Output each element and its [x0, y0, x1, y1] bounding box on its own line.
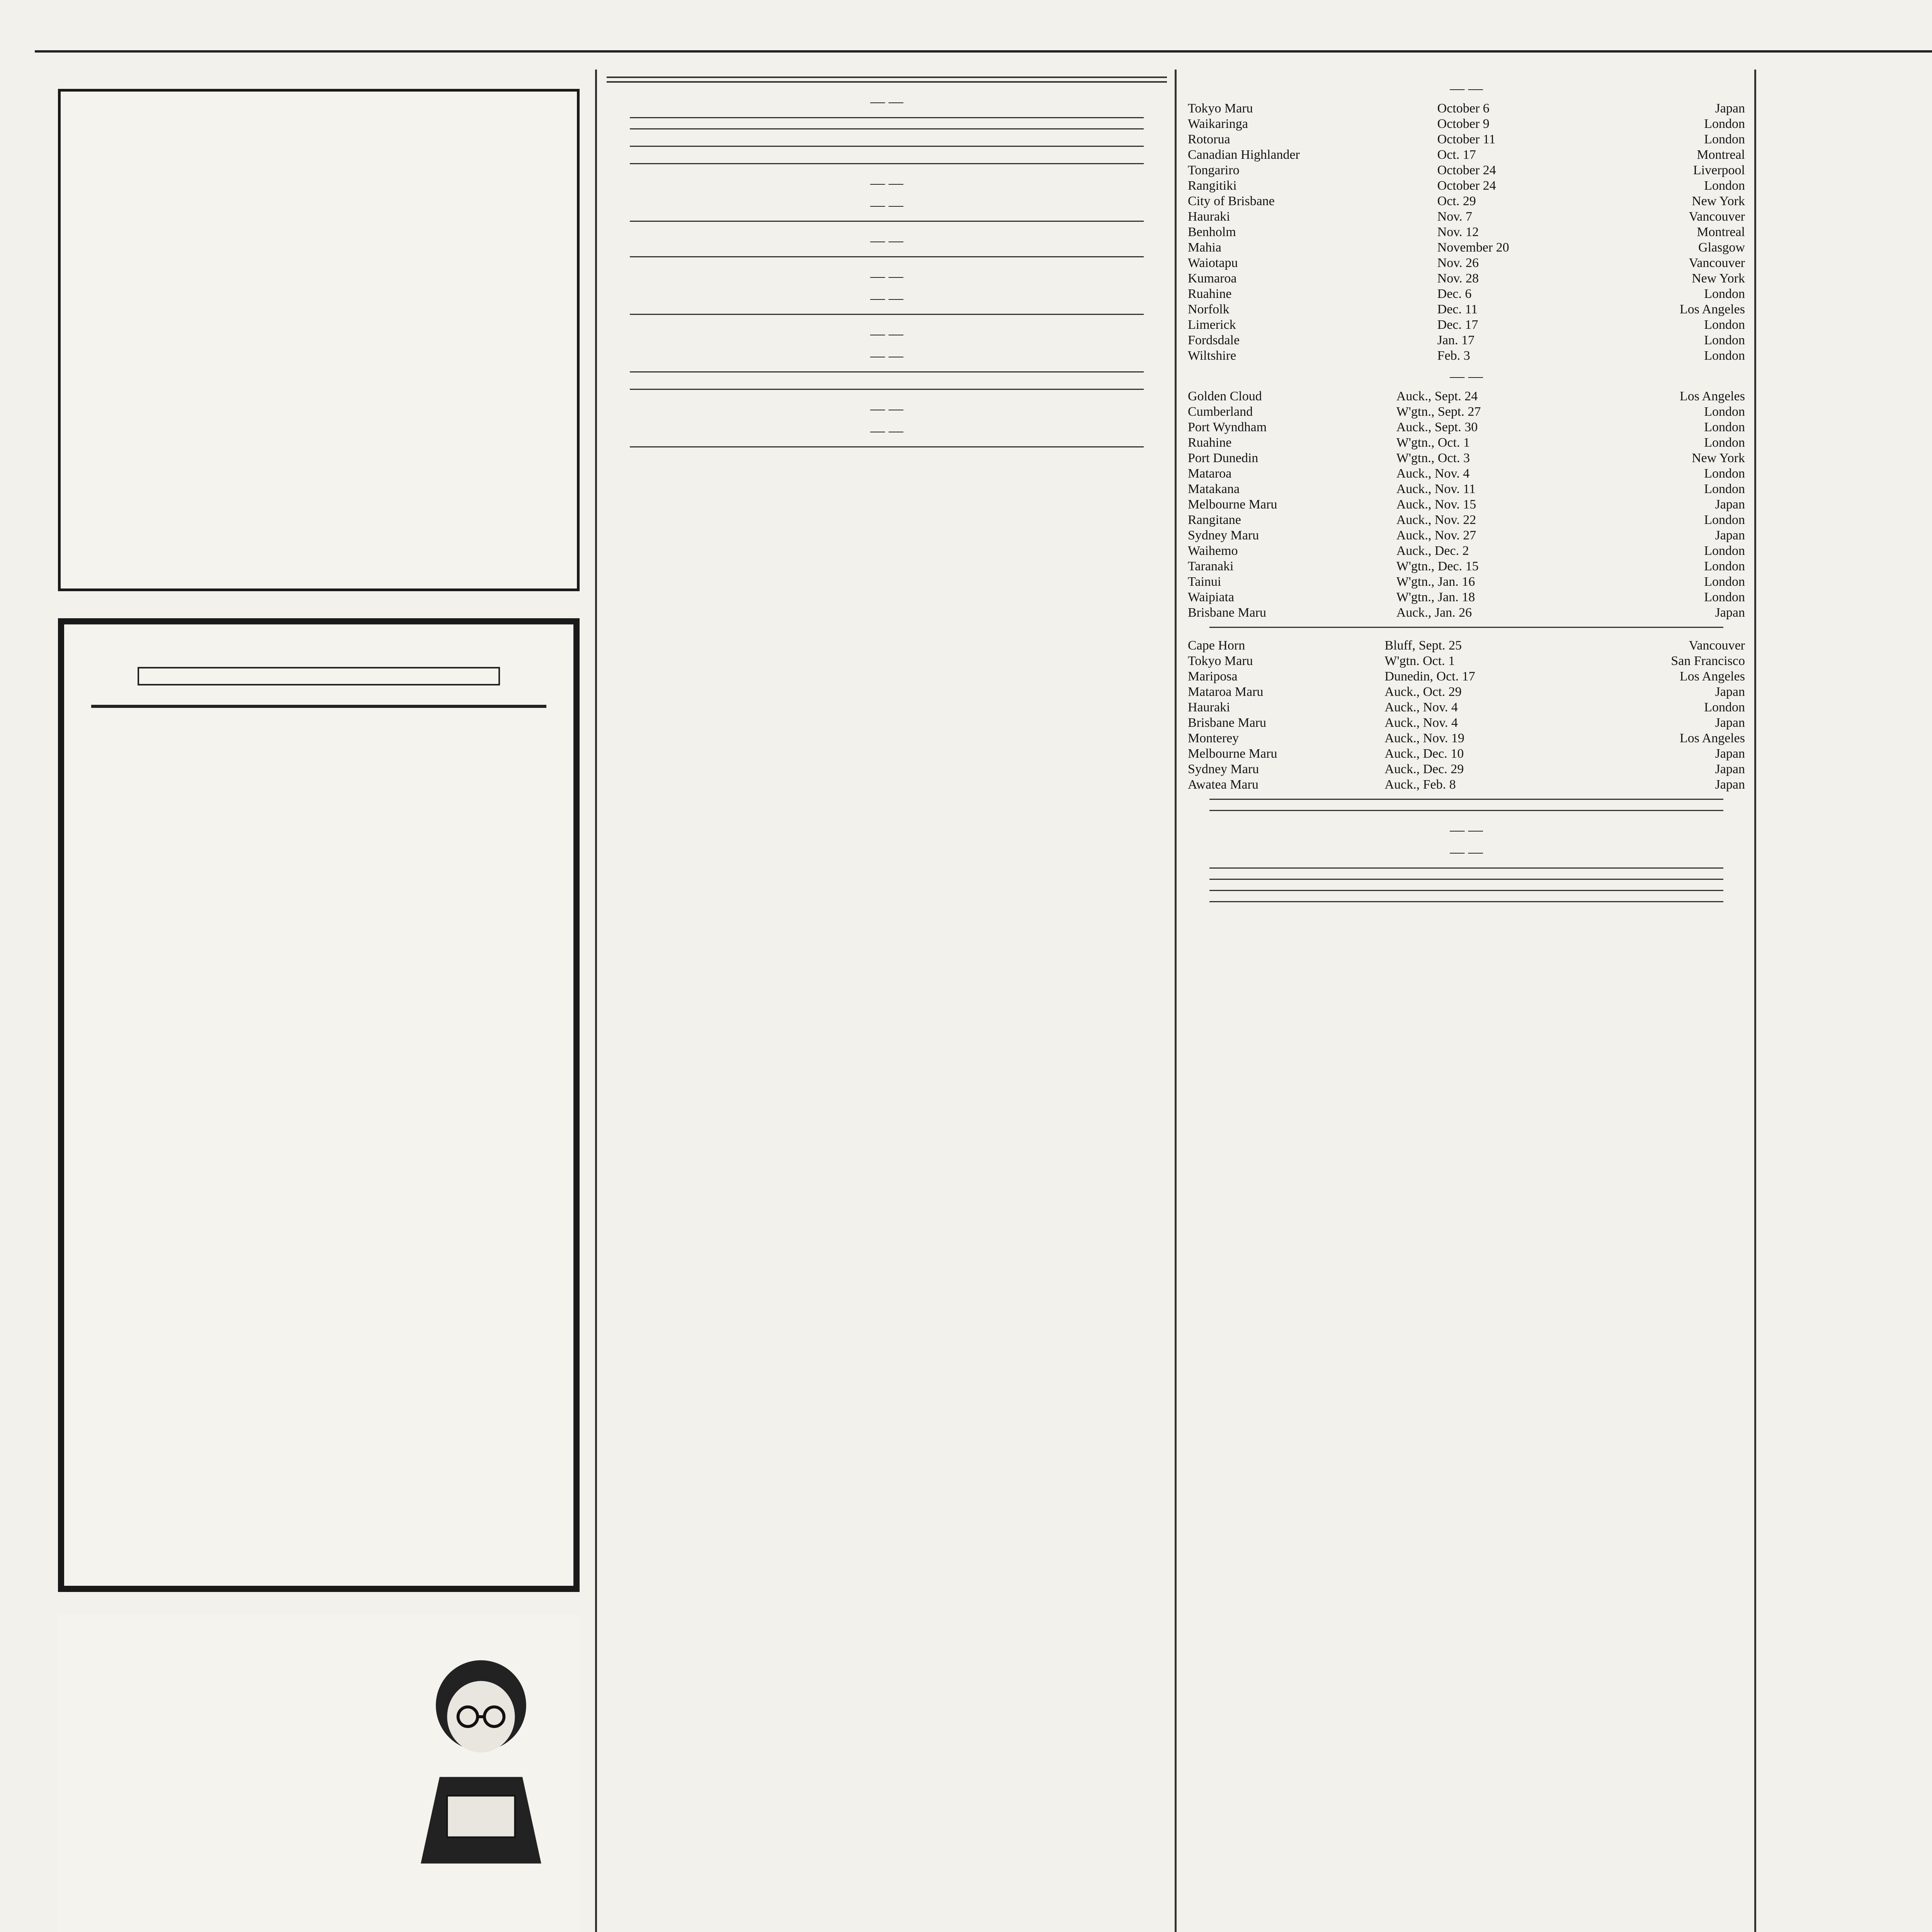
cell: Mahia: [1188, 240, 1221, 255]
cell: London: [1704, 117, 1745, 131]
cell: San Francisco: [1671, 654, 1745, 668]
cell: Dec. 6: [1437, 287, 1472, 301]
ad-dunedin-ahoy: [58, 618, 580, 1592]
table-row: [1186, 574, 1747, 590]
cell: Glasgow: [1698, 240, 1745, 255]
cell: London: [1704, 287, 1745, 301]
cell: Auck., Nov. 4: [1384, 700, 1458, 714]
cell: London: [1704, 179, 1745, 193]
table-row: [1186, 101, 1747, 116]
divider: [1209, 890, 1723, 891]
cell: Vancouver: [1689, 256, 1745, 270]
cell: Japan: [1715, 685, 1745, 699]
vessels-other-table: [1186, 389, 1747, 621]
arrived-sub2: [607, 196, 1167, 214]
cell: London: [1704, 333, 1745, 347]
movements-sub1: [607, 400, 1167, 418]
cell: Sydney Maru: [1188, 762, 1259, 776]
table-row: [1186, 497, 1747, 512]
cell: London: [1704, 420, 1745, 434]
divider: [1209, 867, 1723, 869]
ad-spring-trips: [58, 89, 580, 591]
cell: Hauraki: [1188, 209, 1230, 224]
table-row: [1186, 255, 1747, 271]
table-row: [1186, 777, 1747, 793]
table-row: [1186, 684, 1747, 700]
cell: Port Dunedin: [1188, 451, 1259, 465]
cell: Brisbane Maru: [1188, 716, 1267, 730]
cell: Melbourne Maru: [1188, 497, 1277, 512]
column-rule: [1175, 70, 1177, 1932]
table-row: [1186, 669, 1747, 684]
divider: [630, 128, 1144, 129]
table-row: [1186, 209, 1747, 224]
vessels-table: [1186, 101, 1747, 364]
table-row: [1186, 163, 1747, 178]
cell: Rangitane: [1188, 513, 1241, 527]
column-shipping: [607, 70, 1167, 1932]
cell: Japan: [1715, 101, 1745, 116]
cell: October 9: [1437, 117, 1490, 131]
cell: Tainui: [1188, 575, 1221, 589]
cell: Montreal: [1697, 148, 1745, 162]
table-row: [1186, 194, 1747, 209]
cell: Los Angeles: [1679, 389, 1745, 403]
vessels-sub2: [1186, 367, 1747, 386]
cell: London: [1704, 575, 1745, 589]
cell: Dunedin, Oct. 17: [1384, 669, 1475, 684]
cell: Montreal: [1697, 225, 1745, 239]
table-row: [1186, 466, 1747, 481]
cell: London: [1704, 590, 1745, 604]
cell: W'gtn., Dec. 15: [1396, 559, 1479, 573]
cell: London: [1704, 700, 1745, 714]
table-row: [1186, 590, 1747, 605]
overseas-table: [1186, 638, 1747, 793]
ships-box: [138, 667, 500, 685]
cell: Feb. 3: [1437, 349, 1470, 363]
cell: Auck., Nov. 11: [1396, 482, 1476, 496]
cell: Auck., Dec. 10: [1384, 747, 1464, 761]
table-row: [1186, 543, 1747, 559]
cell: Rangitiki: [1188, 179, 1237, 193]
cell: Auck., Nov. 22: [1396, 513, 1476, 527]
table-row: [1186, 653, 1747, 669]
cell: Bluff, Sept. 25: [1384, 638, 1462, 653]
divider: [630, 221, 1144, 222]
cell: Golden Cloud: [1188, 389, 1262, 403]
cell: London: [1704, 132, 1745, 146]
cell: Dec. 17: [1437, 318, 1478, 332]
divider: [1209, 799, 1723, 800]
to-sail-sub2: [607, 289, 1167, 308]
cell: Japan: [1715, 528, 1745, 543]
table-row: [1186, 715, 1747, 731]
cell: Tokyo Maru: [1188, 654, 1253, 668]
cell: Jan. 17: [1437, 333, 1475, 347]
cell: Canadian Highlander: [1188, 148, 1300, 162]
divider: [630, 371, 1144, 372]
cell: Japan: [1715, 762, 1745, 776]
cell: Japan: [1715, 605, 1745, 620]
table-row: [1186, 731, 1747, 746]
column-rule: [595, 70, 597, 1932]
table-row: [1186, 528, 1747, 543]
cell: Auck., Nov. 4: [1384, 716, 1458, 730]
cell: Mariposa: [1188, 669, 1238, 684]
cell: London: [1704, 559, 1745, 573]
cell: October 24: [1437, 163, 1496, 177]
cell: Auck., Oct. 29: [1384, 685, 1462, 699]
table-row: [1186, 746, 1747, 762]
divider: [630, 389, 1144, 390]
cell: Mataroa: [1188, 466, 1232, 481]
cell: City of Brisbane: [1188, 194, 1275, 208]
cell: Nov. 28: [1437, 271, 1479, 286]
cell: Cumberland: [1188, 405, 1253, 419]
divider: [630, 446, 1144, 447]
cell: London: [1704, 435, 1745, 450]
high-water-sub: [607, 93, 1167, 111]
cell: Port Wyndham: [1188, 420, 1267, 434]
cell: W'gtn., Jan. 18: [1396, 590, 1475, 604]
cell: Vancouver: [1689, 638, 1745, 653]
cell: Dec. 11: [1437, 302, 1478, 316]
cell: W'gtn., Oct. 1: [1396, 435, 1470, 450]
table-row: [1186, 481, 1747, 497]
cell: November 20: [1437, 240, 1509, 255]
cell: Japan: [1715, 716, 1745, 730]
table-row: [1186, 147, 1747, 163]
cell: Taranaki: [1188, 559, 1234, 573]
cell: Nov. 26: [1437, 256, 1479, 270]
cell: Brisbane Maru: [1188, 605, 1267, 620]
to-sail-sub1: [607, 267, 1167, 286]
table-row: [1186, 605, 1747, 621]
due-sub1: [607, 325, 1167, 343]
cell: Rotorua: [1188, 132, 1230, 146]
masthead: [35, 15, 1932, 53]
divider: [607, 77, 1167, 83]
cell: Hauraki: [1188, 700, 1230, 714]
table-row: [1186, 240, 1747, 255]
table-row: [1186, 178, 1747, 194]
transpacific-sub1: [1186, 821, 1747, 839]
cell: Auck., Sept. 24: [1396, 389, 1478, 403]
cell: Waikaringa: [1188, 117, 1248, 131]
cell: Auck., Nov. 27: [1396, 528, 1476, 543]
cell: Monterey: [1188, 731, 1239, 745]
table-row: [1186, 302, 1747, 317]
table-row: [1186, 271, 1747, 286]
cell: Tokyo Maru: [1188, 101, 1253, 116]
cell: Los Angeles: [1679, 731, 1745, 745]
table-row: [1186, 435, 1747, 451]
cell: Awatea Maru: [1188, 777, 1259, 792]
column-rule: [1754, 70, 1756, 1932]
eye-body: [120, 1650, 406, 1866]
divider: [630, 117, 1144, 118]
cell: London: [1704, 513, 1745, 527]
cell: Nov. 12: [1437, 225, 1479, 239]
cell: W'gtn. Oct. 1: [1384, 654, 1455, 668]
cell: Mataroa Maru: [1188, 685, 1264, 699]
table-row: [1186, 762, 1747, 777]
cell: London: [1704, 318, 1745, 332]
movements-sub2: [607, 422, 1167, 440]
cell: W'gtn., Jan. 16: [1396, 575, 1475, 589]
divider: [630, 146, 1144, 147]
cell: October 24: [1437, 179, 1496, 193]
cell: Ruahine: [1188, 287, 1232, 301]
cell: London: [1704, 405, 1745, 419]
cell: Wiltshire: [1188, 349, 1236, 363]
column-vessels: [1186, 70, 1747, 1932]
table-row: [1186, 286, 1747, 302]
cell: Auck., Dec. 29: [1384, 762, 1464, 776]
divider: [1209, 810, 1723, 811]
cell: London: [1704, 466, 1745, 481]
table-row: [1186, 224, 1747, 240]
sailed-sub: [607, 232, 1167, 250]
cell: Fordsdale: [1188, 333, 1240, 347]
table-row: [1186, 389, 1747, 404]
cell: Oct. 17: [1437, 148, 1476, 162]
divider: [1209, 901, 1723, 902]
divider: [630, 314, 1144, 315]
cell: Matakana: [1188, 482, 1240, 496]
cell: W'gtn., Oct. 3: [1396, 451, 1470, 465]
divider: [630, 256, 1144, 257]
table-row: [1186, 451, 1747, 466]
cell: Auck., Nov. 19: [1384, 731, 1464, 745]
cell: Cape Horn: [1188, 638, 1245, 653]
cell: Melbourne Maru: [1188, 747, 1277, 761]
divider: [630, 163, 1144, 164]
cell: Sydney Maru: [1188, 528, 1259, 543]
cell: Los Angeles: [1679, 669, 1745, 684]
cell: Benholm: [1188, 225, 1236, 239]
divider: [1209, 627, 1723, 628]
cell: Japan: [1715, 497, 1745, 512]
transpacific-sub2: [1186, 843, 1747, 861]
cell: Waihemo: [1188, 544, 1238, 558]
cell: Los Angeles: [1679, 302, 1745, 316]
cell: Waipiata: [1188, 590, 1234, 604]
cell: Auck., Nov. 4: [1396, 466, 1470, 481]
cell: Vancouver: [1689, 209, 1745, 224]
table-row: [1186, 348, 1747, 364]
cell: New York: [1692, 271, 1745, 286]
cell: Auck., Dec. 2: [1396, 544, 1469, 558]
table-row: [1186, 404, 1747, 420]
cell: New York: [1692, 194, 1745, 208]
cell: Kumaroa: [1188, 271, 1237, 286]
cell: W'gtn., Sept. 27: [1396, 405, 1481, 419]
cell: London: [1704, 544, 1745, 558]
cell: London: [1704, 349, 1745, 363]
table-row: [1186, 317, 1747, 333]
table-row: [1186, 700, 1747, 715]
due-sub2: [607, 347, 1167, 365]
table-row: [1186, 420, 1747, 435]
cell: London: [1704, 482, 1745, 496]
cell: Liverpool: [1693, 163, 1745, 177]
cell: Waiotapu: [1188, 256, 1238, 270]
cell: Norfolk: [1188, 302, 1230, 316]
cell: Limerick: [1188, 318, 1236, 332]
child-reading-illustration: [406, 1650, 556, 1866]
table-row: [1186, 559, 1747, 574]
cell: Japan: [1715, 747, 1745, 761]
cell: Auck., Jan. 26: [1396, 605, 1472, 620]
table-row: [1186, 512, 1747, 528]
table-row: [1186, 333, 1747, 348]
cell: Tongariro: [1188, 163, 1240, 177]
table-row: [1186, 132, 1747, 147]
cell: Auck., Sept. 30: [1396, 420, 1478, 434]
cell: Nov. 7: [1437, 209, 1473, 224]
arrived-sub1: [607, 174, 1167, 192]
divider: [1209, 879, 1723, 880]
cell: Oct. 29: [1437, 194, 1476, 208]
cell: October 6: [1437, 101, 1490, 116]
cell: October 11: [1437, 132, 1496, 146]
ad-eyesight: [58, 1615, 580, 1932]
cell: Ruahine: [1188, 435, 1232, 450]
vessels-sub: [1186, 80, 1747, 98]
at-label: [91, 705, 546, 708]
cell: Japan: [1715, 777, 1745, 792]
table-row: [1186, 116, 1747, 132]
cell: Auck., Nov. 15: [1396, 497, 1476, 512]
cell: Auck., Feb. 8: [1384, 777, 1456, 792]
cell: New York: [1692, 451, 1745, 465]
table-row: [1186, 638, 1747, 653]
